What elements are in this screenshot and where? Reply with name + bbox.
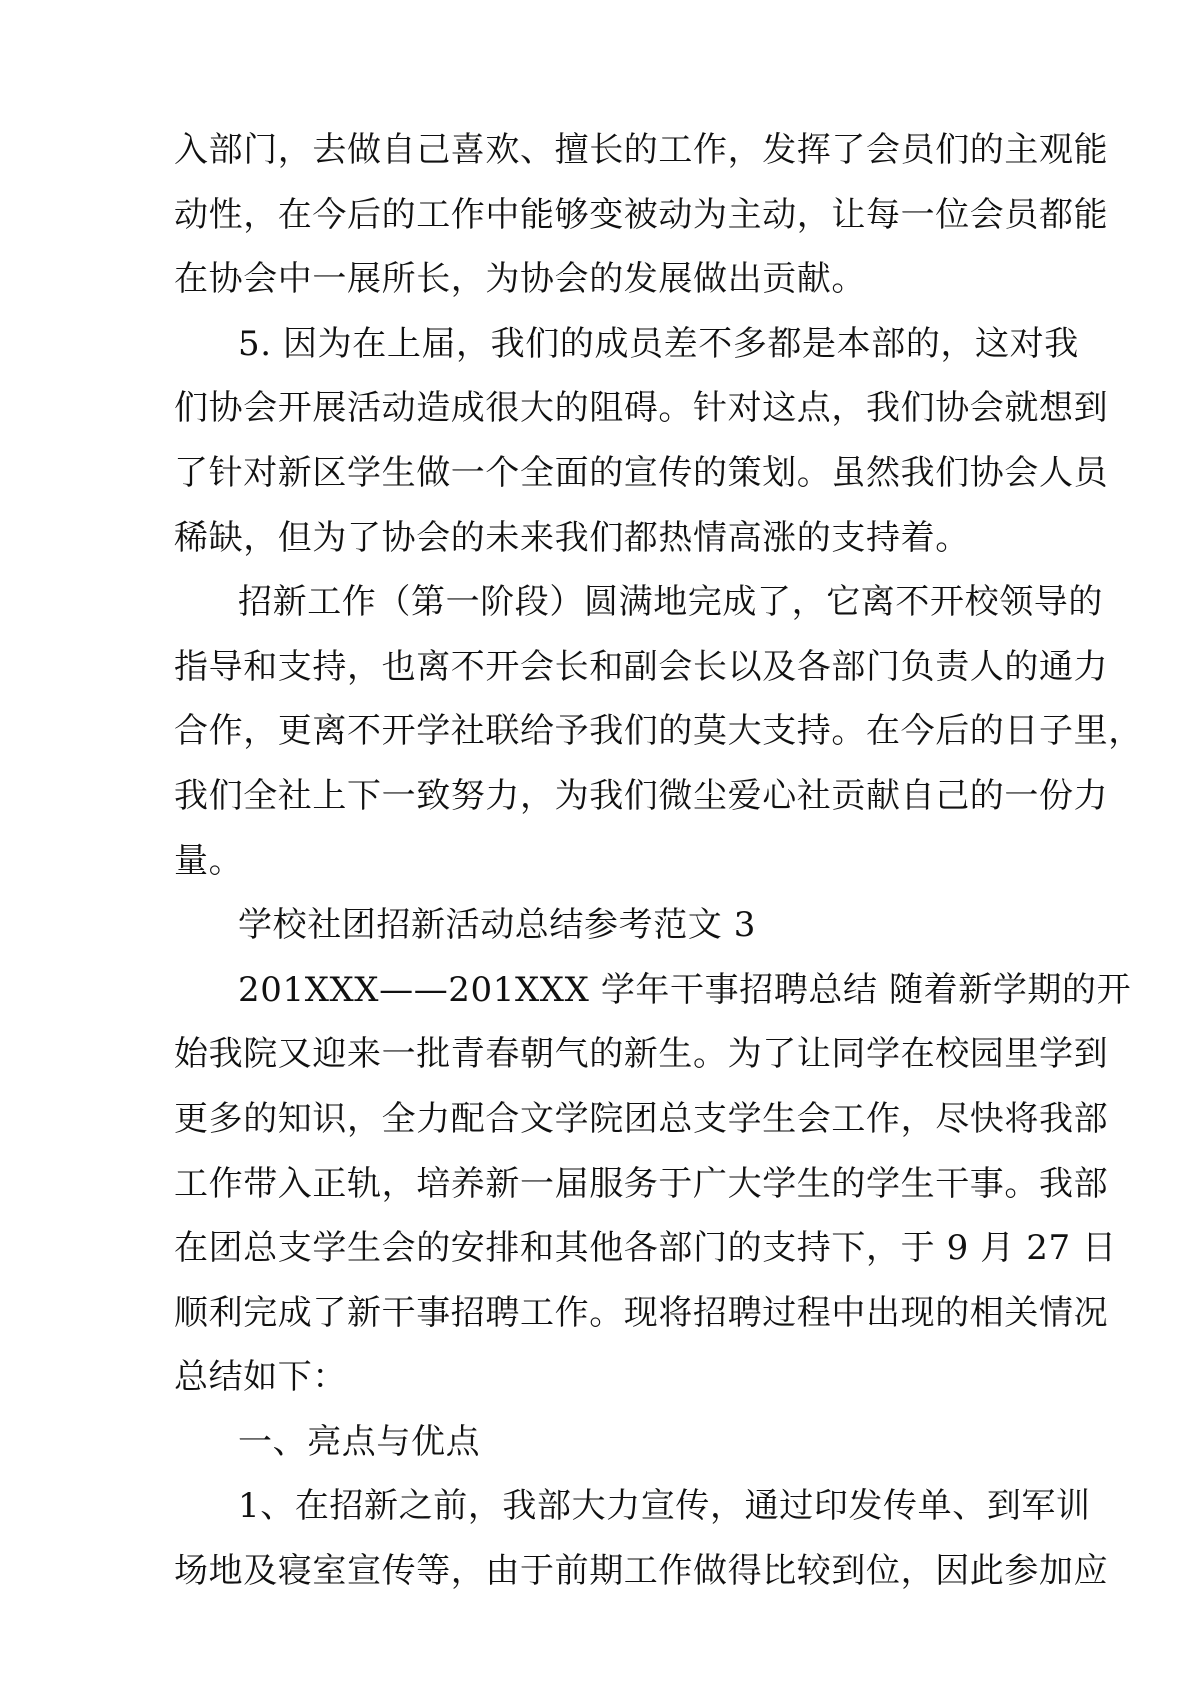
- text-line: 动性，在今后的工作中能够变被动为主动，让每一位会员都能: [174, 194, 1109, 235]
- text-line: 们协会开展活动造成很大的阻碍。针对这点，我们协会就想到: [174, 388, 1109, 429]
- text-line: 201XXX——201XXX 学年干事招聘总结 随着新学期的开: [238, 969, 1132, 1010]
- text-line: 了针对新区学生做一个全面的宣传的策划。虽然我们协会人员: [174, 452, 1109, 493]
- text-line: 指导和支持，也离不开会长和副会长以及各部门负责人的通力: [174, 646, 1109, 687]
- document-body: [174, 118, 1143, 1604]
- text-line: 总结如下：: [174, 1357, 347, 1398]
- text-line: 我们全社上下一致努力，为我们微尘爱心社贡献自己的一份力: [174, 775, 1109, 816]
- text-line: 入部门，去做自己喜欢、擅长的工作，发挥了会员们的主观能: [174, 130, 1109, 170]
- text-line: 工作带入正轨，培养新一届服务于广大学生的学生干事。我部: [174, 1163, 1109, 1204]
- text-line: 稀缺，但为了协会的未来我们都热情高涨的支持着。: [174, 517, 970, 558]
- text-line: 场地及寝室宣传等，由于前期工作做得比较到位，因此参加应: [174, 1551, 1109, 1592]
- text-line: 量。: [174, 840, 244, 881]
- text-line: 始我院又迎来一批青春朝气的新生。为了让同学在校园里学到: [174, 1034, 1109, 1075]
- text-line: 在协会中一展所长，为协会的发展做出贡献。: [174, 259, 866, 300]
- text-line: 5. 因为在上届，我们的成员差不多都是本部的，这对我: [238, 323, 1079, 364]
- subsection-heading: 一、亮点与优点: [238, 1421, 481, 1462]
- text-line: 1、在招新之前，我部大力宣传，通过印发传单、到军训: [238, 1486, 1091, 1527]
- text-line: 在团总支学生会的安排和其他各部门的支持下，于 9 月 27 日: [174, 1228, 1117, 1269]
- text-line: 合作，更离不开学社联给予我们的莫大支持。在今后的日子里，: [174, 711, 1143, 752]
- text-line: 更多的知识，全力配合文学院团总支学生会工作，尽快将我部: [174, 1098, 1109, 1139]
- text-line: 顺利完成了新干事招聘工作。现将招聘过程中出现的相关情况: [174, 1292, 1109, 1333]
- text-line: 招新工作（第一阶段）圆满地完成了，它离不开校领导的: [238, 582, 1103, 623]
- section-heading: 学校社团招新活动总结参考范文 3: [238, 905, 757, 946]
